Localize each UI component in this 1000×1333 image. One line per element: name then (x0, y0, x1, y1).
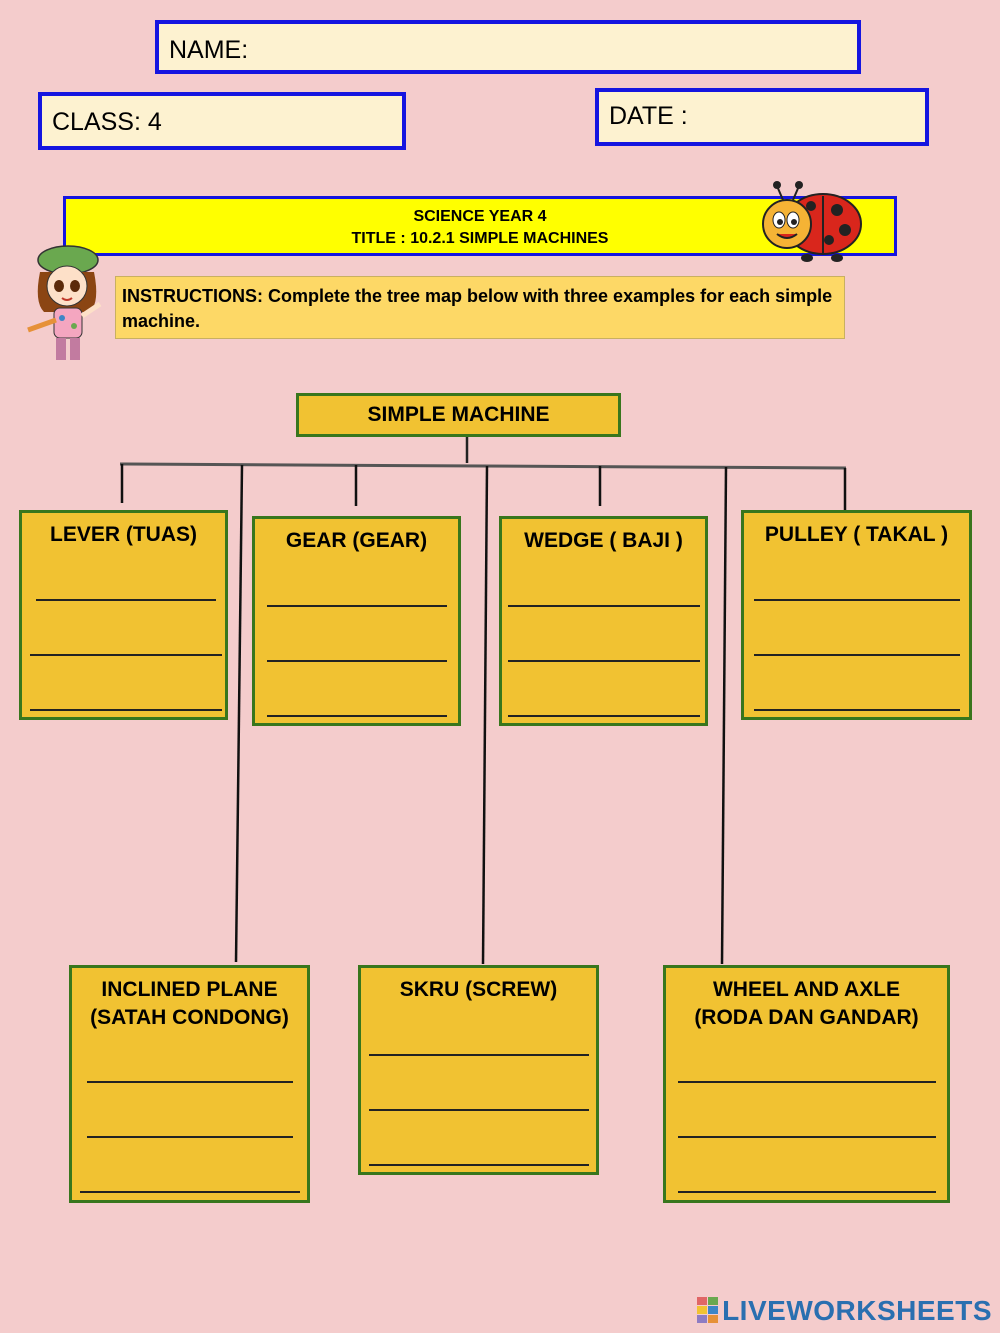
answer-line[interactable] (754, 599, 960, 601)
box-pulley (741, 510, 972, 720)
gear-label: GEAR (GEAR) (285, 529, 428, 552)
name-label: NAME: (169, 36, 249, 64)
class-label: CLASS: 4 (52, 108, 162, 136)
answer-line[interactable] (369, 1109, 589, 1111)
answer-line[interactable] (87, 1136, 293, 1138)
answer-line[interactable] (30, 709, 222, 711)
wheel-axle-label-line1: WHEEL AND AXLE (712, 978, 901, 1001)
box-wheel-and-axle (663, 965, 950, 1203)
answer-line[interactable] (267, 715, 447, 717)
answer-line[interactable] (508, 715, 700, 717)
answer-line[interactable] (36, 599, 216, 601)
answer-line[interactable] (754, 654, 960, 656)
box-wedge (499, 516, 708, 726)
answer-line[interactable] (678, 1136, 936, 1138)
inclined-plane-label-line1: INCLINED PLANE (101, 978, 278, 1001)
liveworksheets-logo[interactable] (697, 1295, 992, 1327)
answer-line[interactable] (87, 1081, 293, 1083)
box-screw (358, 965, 599, 1175)
wheel-axle-label-line2: (RODA DAN GANDAR) (694, 1006, 919, 1029)
box-lever (19, 510, 228, 720)
screw-label: SKRU (SCREW) (399, 978, 558, 1001)
answer-line[interactable] (30, 654, 222, 656)
answer-line[interactable] (80, 1191, 300, 1193)
wedge-label: WEDGE ( BAJI ) (524, 529, 683, 552)
banner-title: TITLE : 10.2.1 SIMPLE MACHINES (351, 230, 609, 247)
lever-label: LEVER (TUAS) (50, 523, 197, 546)
root-label: SIMPLE MACHINE (367, 403, 550, 426)
answer-line[interactable] (508, 605, 700, 607)
answer-line[interactable] (754, 709, 960, 711)
answer-line[interactable] (369, 1164, 589, 1166)
logo-text: LIVEWORKSHEETS (722, 1295, 992, 1326)
answer-line[interactable] (369, 1054, 589, 1056)
answer-line[interactable] (678, 1081, 936, 1083)
answer-line[interactable] (267, 660, 447, 662)
box-inclined-plane (69, 965, 310, 1203)
tree-root-simple-machine (296, 393, 621, 437)
banner-subject: SCIENCE YEAR 4 (413, 208, 547, 225)
answer-line[interactable] (678, 1191, 936, 1193)
answer-line[interactable] (508, 660, 700, 662)
instructions-text: INSTRUCTIONS: Complete the tree map below with three examples for each simple machine. (122, 286, 833, 331)
answer-line[interactable] (267, 605, 447, 607)
inclined-plane-label-line2: (SATAH CONDONG) (90, 1006, 289, 1029)
box-gear (252, 516, 461, 726)
pulley-label: PULLEY ( TAKAL ) (764, 523, 949, 546)
date-label: DATE : (609, 102, 688, 130)
liveworksheets-icon (697, 1297, 719, 1323)
